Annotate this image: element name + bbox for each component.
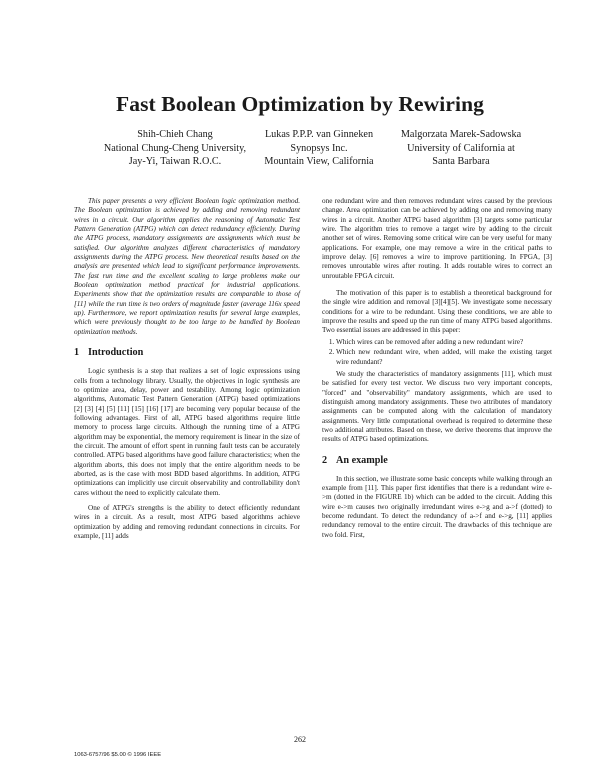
body-paragraph: In this section, we illustrate some basic concepts while walking through an example from [11]. This paper first identifies that there is a redundant wire e->m (dotted in the FIGURE 1b) which can be added to the circuit. Adding this wire e->m causes two originally irredundant wires e->g and a->f (dotted) to become redundant. To detect the redundancy of a->f and e->g, [11] applies redundancy removal to the entire circuit. The drawbacks of this technique are two fold. First, bbox=[322, 474, 552, 539]
body-paragraph: one redundant wire and then removes redundant wires caused by the previous change. Area optimization can be achieved by adding one and removing many wires in a circuit. Another ATPG based algorithm [3] targets some particular wire. The algorithm tries to remove a target wire by adding to the circuit another set of wires. Removing some critical wire can be very useful for many applications. For example, one may remove a wire in the critical paths to improve delay. [6] removes a wire to improve partitioning. In FPGA, [3] removes unroutable wires after routing. It adds routable wires to correct an unroutable FPGA circuit. bbox=[322, 197, 552, 280]
publication-id: 1063-6757/96 $5.00 © 1996 IEEE bbox=[74, 752, 162, 758]
paper-title: Fast Boolean Optimization by Rewiring bbox=[115, 92, 484, 116]
body-paragraph: Logic synthesis is a step that realizes a set of logic expressions using cells from a technology library. Usually, the objectives in logic synthesis are to optimize area, delay, power and testability. Among logic optimization algorithms, Automatic Test Pattern Generation (ATPG) based optimizations [2] [3] [4] [5] [11] [15] [16] [17] are becoming very popular because of the following advantages. First of all, ATPG based algorithms require little memory to process large circuits. Although the running time of a ATPG algorithm may be exponential, the memory requirement is linear in the size of the circuit. The amount of effort spent in running fault tests can be accurately controlled. ATPG based algorithms have good failure characteristics; when the algorithm aborts, this does not imply that the entire algorithm needs to be aborted, as is the case with most BDD based algorithms. In addition, ATPG optimizations can implicitly use circuit observability and controllability don't cares without the need to explicitly calculate them. bbox=[74, 367, 300, 497]
author-affiliation: University of California at bbox=[407, 142, 515, 154]
page-number: 262 bbox=[294, 735, 306, 744]
section-title: Introduction bbox=[88, 347, 144, 359]
question-list bbox=[322, 338, 552, 367]
right-column bbox=[322, 197, 552, 540]
section-number: 1 bbox=[74, 347, 80, 359]
body-paragraph: The motivation of this paper is to establish a theoretical background for the single wire addition and removal [3][4][5]. We investigate some necessary conditions for a wire to be redundant. Using these conditions, we are able to improve the results and speed up the run time of many ATPG based algorithms. Two essential issues are addressed in this paper: bbox=[322, 289, 552, 335]
author-affiliation: Synopsys Inc. bbox=[290, 142, 348, 154]
body-paragraph: One of ATPG's strengths is the ability to detect efficiently redundant wires in a circuit. As a result, most ATPG based algorithms achieve optimization by adding and removing redundant connections in circuits. For example, [11] adds bbox=[74, 503, 300, 540]
section-heading-introduction bbox=[74, 347, 300, 359]
list-item: 2. Which new redundant wire, when added, will make the existing target wire redundant? bbox=[336, 348, 552, 367]
author-affiliation: Jay-Yi, Taiwan R.O.C. bbox=[128, 156, 222, 167]
author-affiliation: Santa Barbara bbox=[432, 156, 490, 167]
author-affiliation: Mountain View, California bbox=[264, 156, 374, 167]
section-number: 2 bbox=[322, 454, 328, 466]
section-heading-example bbox=[322, 455, 552, 467]
author-block-2 bbox=[248, 128, 390, 169]
author-name: Shih-Chieh Chang bbox=[137, 129, 213, 140]
left-column bbox=[74, 197, 300, 541]
body-paragraph: We study the characteristics of mandatory assignments [11], which must be satisfied for every test vector. We discuss two very important concepts, "forced" and "observability" mandatory assignments, which are used to distinguish among mandatory assignments. These two attributes of mandatory assignments can be computed along with the calculation of mandatory assignments. Very little computational overhead is required to determine these two additional attributes. Based on these, we derive theorems that improve the results of ATPG based optimizations. bbox=[322, 369, 552, 444]
author-block-3 bbox=[376, 128, 546, 169]
author-name: Malgorzata Marek-Sadowska bbox=[400, 129, 522, 140]
list-item: 1. Which wires can be removed after adding a new redundant wire? bbox=[336, 338, 552, 347]
author-affiliation: National Chung-Cheng University, bbox=[103, 142, 247, 154]
author-name: Lukas P.P.P. van Ginneken bbox=[264, 129, 374, 140]
author-block-1 bbox=[80, 128, 270, 169]
section-title: An example bbox=[336, 454, 388, 466]
abstract: This paper presents a very efficient Boolean logic optimization method. The Boolean optimization is achieved by adding and removing redundant wires in a circuit. Our algorithm applies the reasoning of Automatic Test Pattern Generation (ATPG) which can detect redundancy efficiently. During the ATPG process, mandatory assignments are assignments which must be satisfied. Our algorithm analyzes different characteristics of mandatory assignments during the ATPG process. New theoretical results based on the analysis are presented which lead to significant performance improvements. The fast run time and the excellent scaling to large problems make our Boolean optimization method practical for industrial applications. Experiments show that the optimization results are comparable to those of [11] while the run time is two orders of magnitude faster (average 116x speed up). Furthermore, we report optimization results for several large examples, which were previously thought to be too large to be handled by Boolean optimization methods. bbox=[74, 197, 300, 336]
